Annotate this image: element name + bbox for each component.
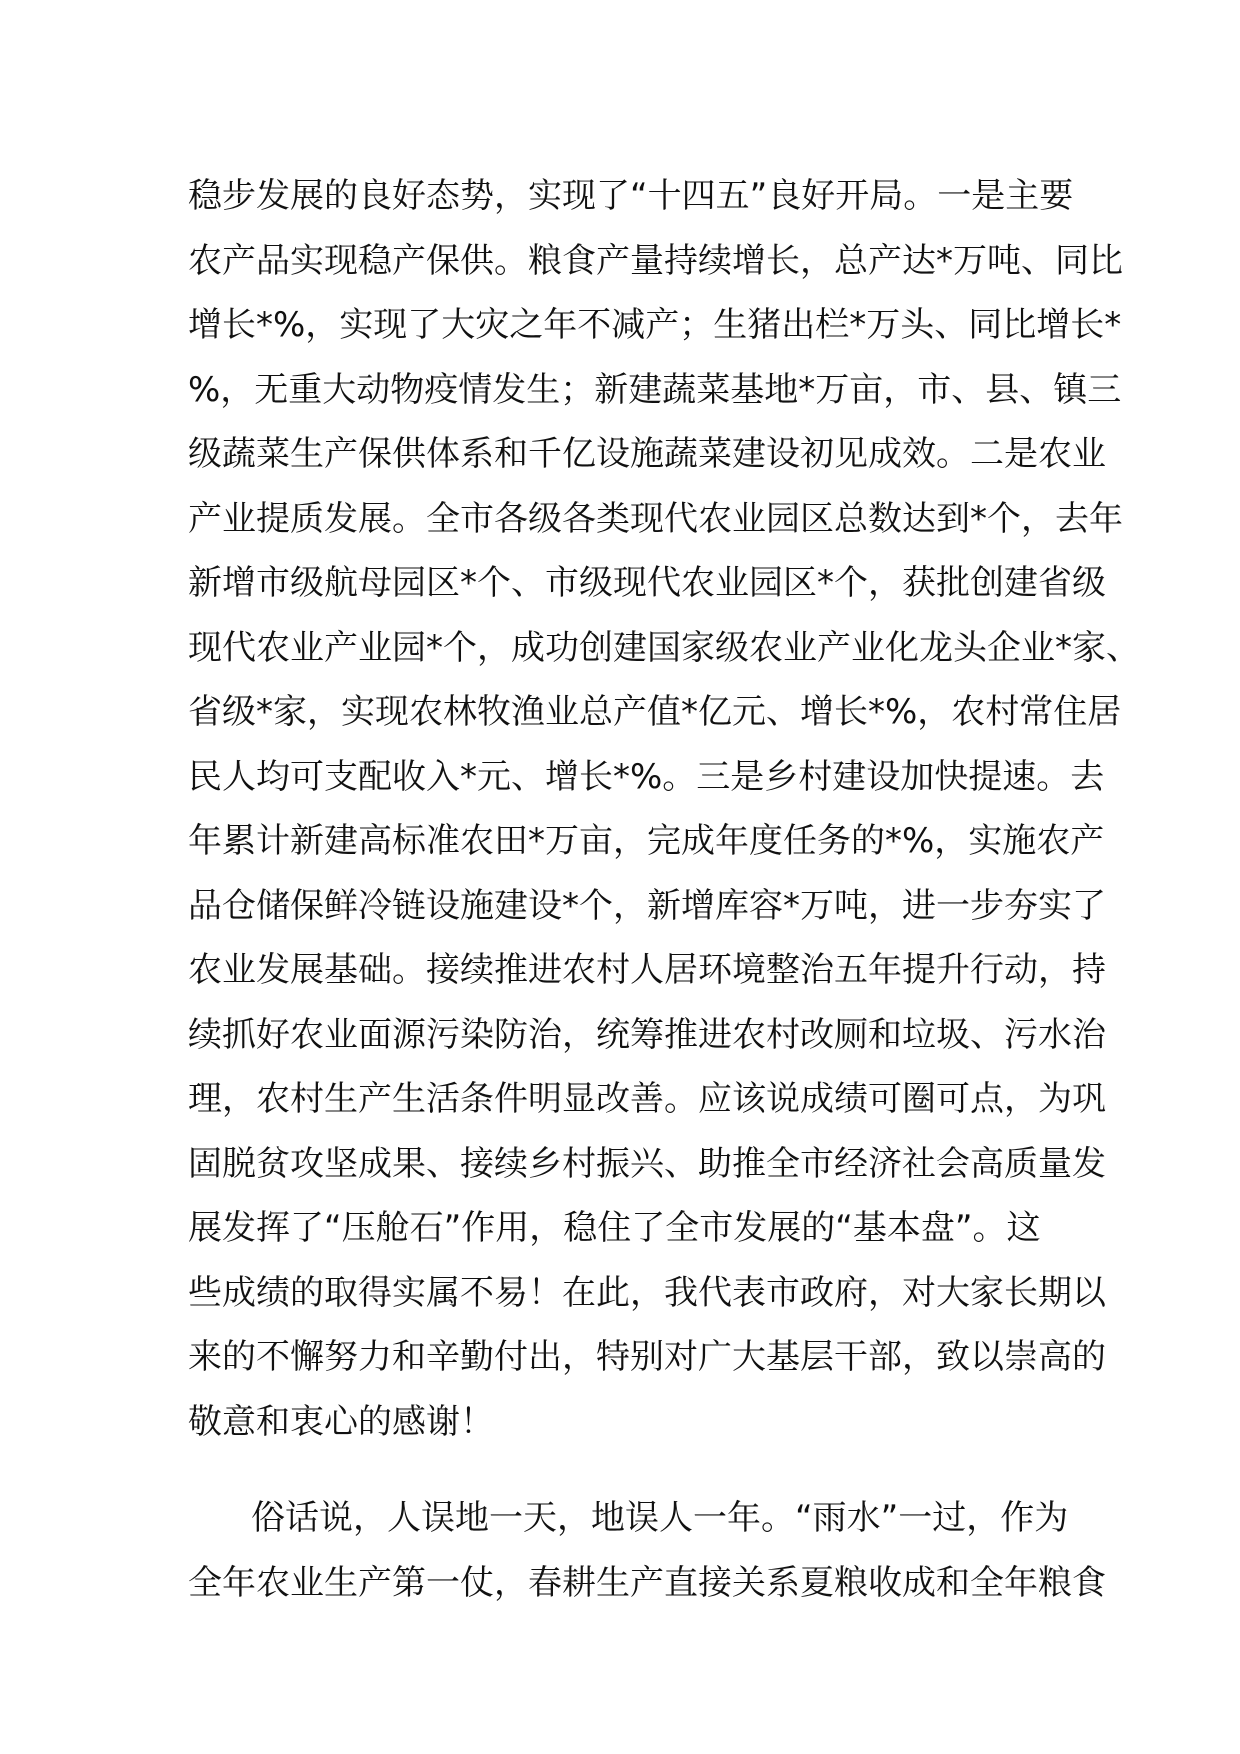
text-line: 来的不懈努力和辛勤付出，特别对广大基层干部，致以崇高的 [188, 1337, 1106, 1377]
text-line: 产业提质发展。全市各级各类现代农业园区总数达到*个，去年 [188, 498, 1123, 539]
text-line: 全年农业生产第一仗，春耕生产直接关系夏粮收成和全年粮食 [188, 1562, 1106, 1603]
text-line: 农业发展基础。接续推进农村人居环境整治五年提升行动，持 [188, 950, 1106, 990]
text-line: 现代农业产业园*个，成功创建国家级农业产业化龙头企业*家、 [188, 627, 1140, 668]
text-line: 品仓储保鲜冷链设施建设*个，新增库容*万吨，进一步夯实了 [188, 885, 1106, 926]
text-line: 稳步发展的良好态势，实现了“十四五”良好开局。一是主要 [188, 176, 1074, 216]
paragraph-spring-farming [188, 1486, 1106, 1615]
text-line: 理，农村生产生活条件明显改善。应该说成绩可圈可点，为巩 [188, 1079, 1106, 1119]
text-line: 些成绩的取得实属不易！在此，我代表市政府，对大家长期以 [188, 1272, 1106, 1313]
paragraph-achievements [188, 164, 1140, 1454]
text-line: 新增市级航母园区*个、市级现代农业园区*个，获批创建省级 [188, 563, 1106, 603]
text-line: 省级*家，实现农林牧渔业总产值*亿元、增长*%，农村常住居 [188, 692, 1122, 732]
text-line: 年累计新建高标准农田*万亩，完成年度任务的*%，实施农产 [188, 821, 1105, 861]
text-line: 增长*%，实现了大灾之年不减产；生猪出栏*万头、同比增长* [188, 305, 1122, 345]
text-line: 级蔬菜生产保供体系和千亿设施蔬菜建设初见成效。二是农业 [188, 434, 1106, 474]
text-line: 敬意和衷心的感谢！ [188, 1401, 494, 1442]
text-line: 固脱贫攻坚成果、接续乡村振兴、助推全市经济社会高质量发 [188, 1143, 1106, 1184]
text-line: 俗话说，人误地一天，地误人一年。“雨水”一过，作为 [251, 1498, 1069, 1538]
text-line: 展发挥了“压舱石”作用，稳住了全市发展的“基本盘”。这 [188, 1208, 1041, 1248]
text-line: 农产品实现稳产保供。粮食产量持续增长，总产达*万吨、同比 [188, 240, 1123, 281]
text-line: 民人均可支配收入*元、增长*%。三是乡村建设加快提速。去 [188, 756, 1105, 797]
text-line: %，无重大动物疫情发生；新建蔬菜基地*万亩，市、县、镇三 [188, 369, 1122, 410]
text-line: 续抓好农业面源污染防治，统筹推进农村改厕和垃圾、污水治 [188, 1014, 1106, 1055]
